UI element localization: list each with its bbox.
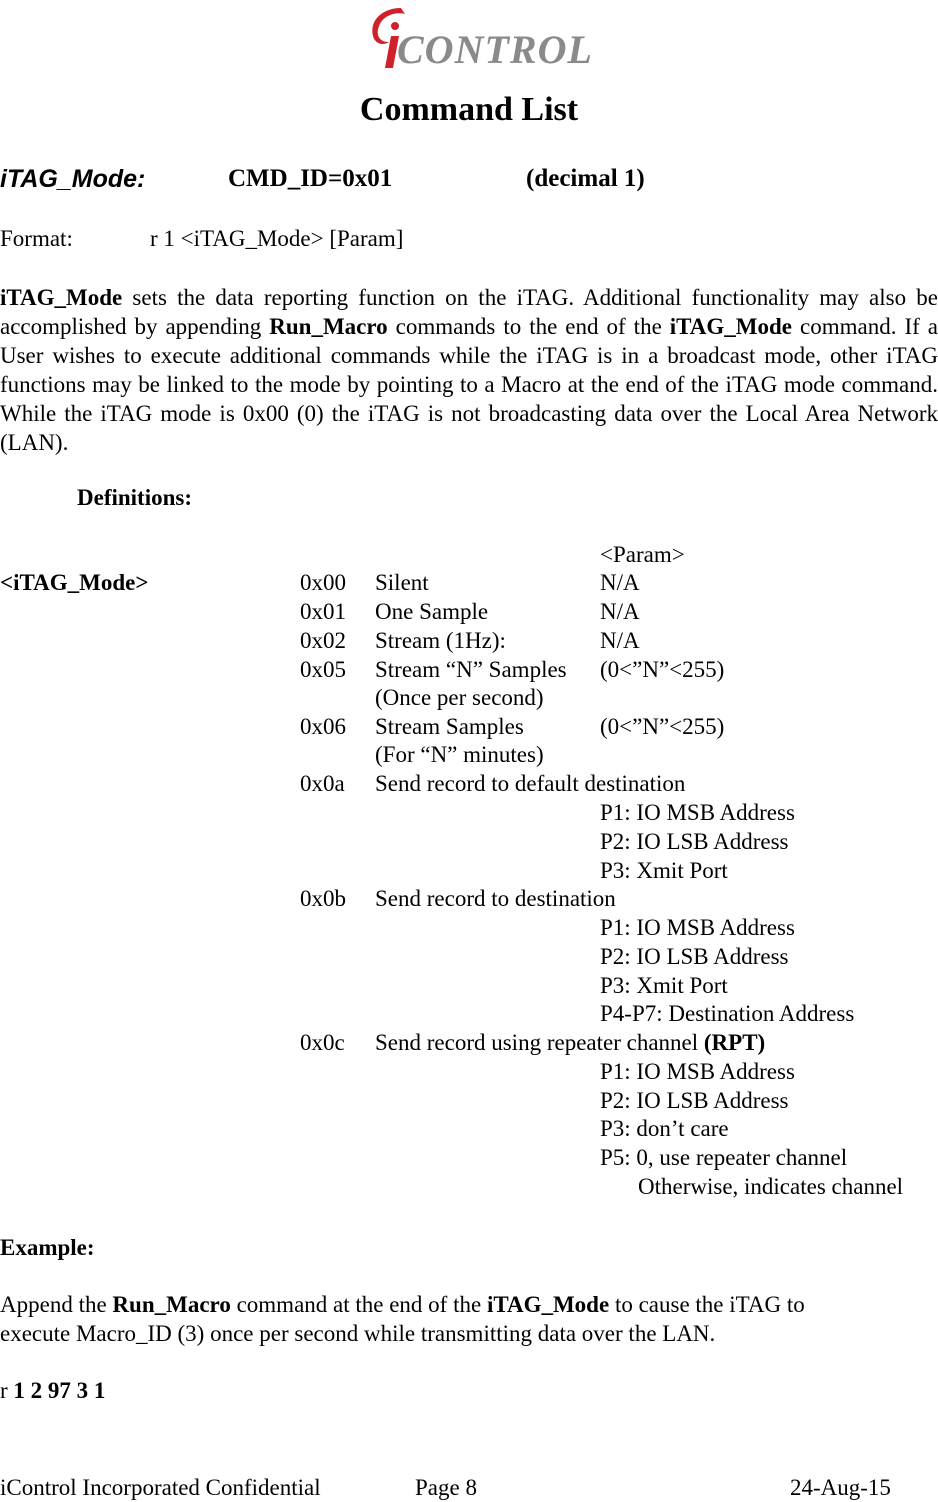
mode-desc: Stream “N” Samples bbox=[375, 657, 567, 682]
example-command-args: 1 2 97 3 1 bbox=[13, 1378, 106, 1403]
example-text-3: to cause the iTAG to bbox=[609, 1292, 805, 1317]
example-itag-mode: iTAG_Mode bbox=[486, 1292, 610, 1317]
param-p2: P2: IO LSB Address bbox=[600, 829, 789, 854]
mode-desc: Silent bbox=[375, 570, 429, 595]
mode-row-0x0b bbox=[0, 884, 938, 913]
mode-code: 0x0c bbox=[300, 1030, 345, 1055]
mode-code: 0x05 bbox=[300, 657, 346, 682]
format-label: Format: bbox=[0, 226, 73, 251]
command-id: CMD_ID=0x01 bbox=[228, 165, 393, 192]
param-p5-cont: Otherwise, indicates channel bbox=[638, 1174, 904, 1199]
param-line bbox=[0, 827, 938, 856]
example-text-2: command at the end of the bbox=[230, 1292, 487, 1317]
mode-desc-cont: (For “N” minutes) bbox=[375, 742, 544, 767]
mode-code: 0x02 bbox=[300, 628, 346, 653]
mode-desc bbox=[375, 1028, 765, 1057]
param-line bbox=[0, 913, 938, 942]
param-p3: P3: don’t care bbox=[600, 1116, 729, 1141]
logo-wordmark: CONTROL bbox=[397, 27, 593, 72]
mode-param: N/A bbox=[600, 570, 640, 595]
mode-desc: Stream (1Hz): bbox=[375, 628, 506, 653]
company-logo bbox=[365, 2, 593, 76]
term-itag-mode-2: iTAG_Mode bbox=[669, 314, 793, 339]
param-p2: P2: IO LSB Address bbox=[600, 1088, 789, 1113]
mode-row-0x0a bbox=[0, 769, 938, 798]
mode-code: 0x00 bbox=[300, 570, 346, 595]
param-line bbox=[0, 1114, 938, 1143]
mode-row-0x00 bbox=[0, 568, 938, 597]
definitions-heading: Definitions: bbox=[77, 485, 192, 510]
example-command bbox=[0, 1376, 105, 1405]
param-p3: P3: Xmit Port bbox=[600, 858, 728, 883]
mode-desc-text: Send record using repeater channel bbox=[375, 1030, 704, 1055]
description-text-3: command. If a User wishes to execute additional commands while the iTAG is in a broadcast mode, other iTAG functions may be linked to the mode by pointing to a Macro at the end of the iTAG mode command. While the iTAG mode is 0x00 (0) the iTAG is not broadcasting data over the Local Area Network (LAN). bbox=[0, 314, 938, 455]
param-line bbox=[0, 971, 938, 1000]
mode-row-0x06-cont bbox=[0, 740, 938, 769]
footer-date: 24-Aug-15 bbox=[790, 1475, 891, 1500]
mode-param: N/A bbox=[600, 628, 640, 653]
format-value: r 1 <iTAG_Mode> [Param] bbox=[150, 226, 404, 251]
footer-page-number: Page 8 bbox=[415, 1475, 477, 1500]
example-run-macro: Run_Macro bbox=[112, 1292, 231, 1317]
example-command-prefix: r bbox=[0, 1378, 14, 1403]
mode-row-0x0c bbox=[0, 1028, 938, 1057]
mode-column-label: <iTAG_Mode> bbox=[0, 570, 149, 595]
param-line bbox=[0, 1086, 938, 1115]
mode-row-0x06 bbox=[0, 712, 938, 741]
param-line bbox=[0, 999, 938, 1028]
mode-desc: Stream Samples bbox=[375, 714, 524, 739]
mode-param: N/A bbox=[600, 599, 640, 624]
param-line bbox=[0, 1143, 938, 1172]
mode-desc-rpt: (RPT) bbox=[703, 1030, 766, 1055]
mode-desc: Send record to default destination bbox=[375, 771, 686, 796]
example-text-1: Append the bbox=[0, 1292, 113, 1317]
mode-code: 0x06 bbox=[300, 714, 346, 739]
mode-row-0x01 bbox=[0, 597, 938, 626]
footer-company: iControl Incorporated Confidential bbox=[0, 1475, 321, 1500]
mode-row-0x02 bbox=[0, 626, 938, 655]
param-line bbox=[0, 856, 938, 885]
example-text bbox=[0, 1290, 805, 1348]
param-line-cont bbox=[0, 1172, 938, 1201]
mode-param: (0<”N”<255) bbox=[600, 714, 725, 739]
description-paragraph bbox=[0, 283, 938, 457]
param-column-header: <Param> bbox=[600, 542, 685, 567]
param-p2: P2: IO LSB Address bbox=[600, 944, 789, 969]
term-run-macro: Run_Macro bbox=[269, 314, 388, 339]
term-itag-mode: iTAG_Mode bbox=[0, 285, 123, 310]
mode-desc: Send record to destination bbox=[375, 886, 616, 911]
mode-desc: One Sample bbox=[375, 599, 489, 624]
description-text-2: commands to the end of the bbox=[387, 314, 670, 339]
example-heading: Example: bbox=[0, 1235, 95, 1260]
param-p1: P1: IO MSB Address bbox=[600, 800, 795, 825]
param-line bbox=[0, 942, 938, 971]
param-line bbox=[0, 1057, 938, 1086]
page-title: Command List bbox=[359, 91, 579, 128]
description-text-1: sets the data reporting function on the iTAG. Additional functionality may also be accomplished by appending bbox=[0, 285, 938, 339]
command-name: iTAG_Mode: bbox=[0, 165, 146, 193]
param-p5: P5: 0, use repeater channel bbox=[600, 1145, 848, 1170]
mode-code: 0x0a bbox=[300, 771, 345, 796]
command-decimal: (decimal 1) bbox=[526, 165, 645, 192]
mode-desc-cont: (Once per second) bbox=[375, 685, 544, 710]
mode-code: 0x01 bbox=[300, 599, 346, 624]
param-line bbox=[0, 798, 938, 827]
param-p3: P3: Xmit Port bbox=[600, 973, 728, 998]
example-line-2: execute Macro_ID (3) once per second while transmitting data over the LAN. bbox=[0, 1321, 716, 1346]
mode-row-0x05-cont bbox=[0, 683, 938, 712]
param-p4-p7: P4-P7: Destination Address bbox=[600, 1001, 855, 1026]
param-p1: P1: IO MSB Address bbox=[600, 915, 795, 940]
mode-param: (0<”N”<255) bbox=[600, 657, 725, 682]
example-line-1 bbox=[0, 1290, 805, 1319]
param-p1: P1: IO MSB Address bbox=[600, 1059, 795, 1084]
mode-code: 0x0b bbox=[300, 886, 346, 911]
mode-row-0x05 bbox=[0, 655, 938, 684]
